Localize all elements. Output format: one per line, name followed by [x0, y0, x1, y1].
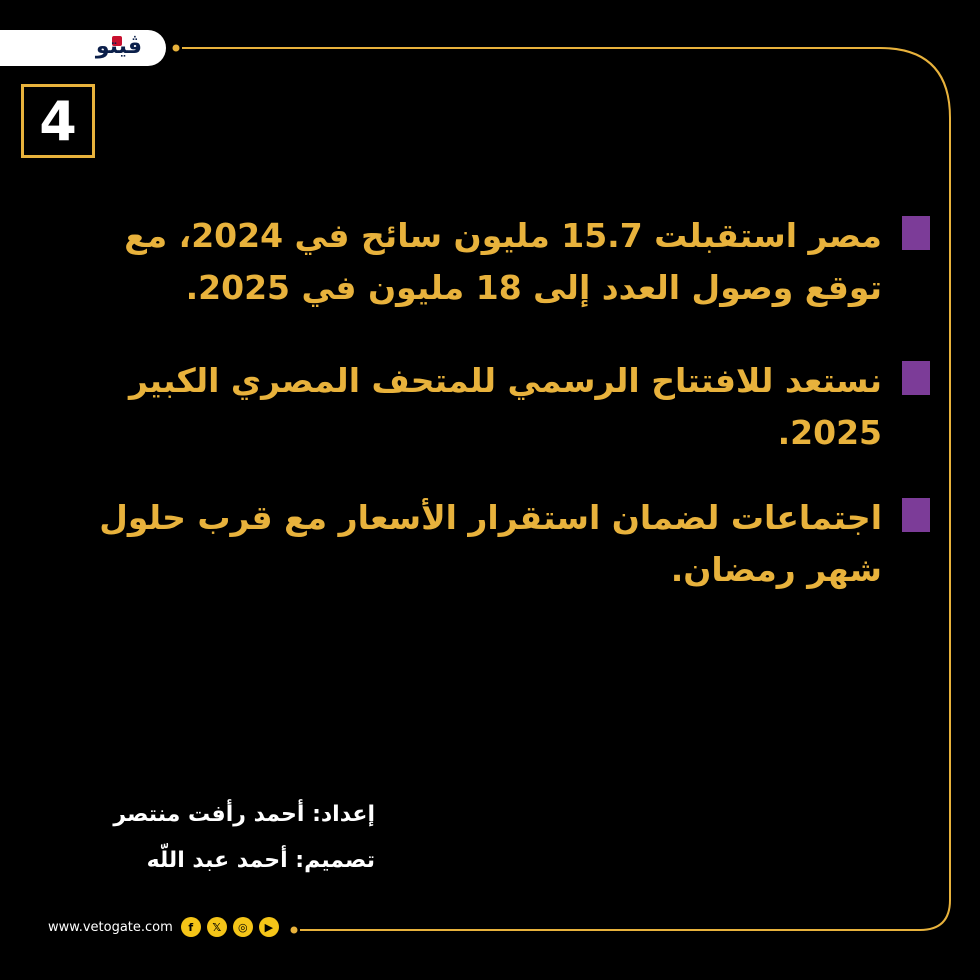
bullet-text-3: اجتماعات لضمان استقرار الأسعار مع قرب حلول شهر رمضان.	[99, 498, 882, 589]
credit-prepared: إعداد: أحمد رأفت منتصر	[113, 802, 375, 827]
x-icon[interactable]: 𝕏	[207, 917, 227, 937]
bullet-square-icon	[902, 216, 930, 250]
brand-logo	[0, 30, 166, 66]
bullet-square-icon	[902, 361, 930, 395]
facebook-icon[interactable]: f	[181, 917, 201, 937]
bullet-item-2	[40, 355, 930, 459]
bullet-text-1: مصر استقبلت 15.7 مليون سائح في 2024، مع توقع وصول العدد إلى 18 مليون في 2025.	[124, 216, 882, 307]
youtube-icon[interactable]: ▶	[259, 917, 279, 937]
footer	[48, 912, 279, 942]
slide-number-box	[21, 84, 95, 158]
credits	[80, 792, 375, 884]
logo-text: ڤيتو	[95, 34, 142, 59]
website-link[interactable]: www.vetogate.com	[48, 919, 173, 935]
bullet-square-icon	[902, 498, 930, 532]
social-icons	[181, 917, 279, 937]
instagram-icon[interactable]: ◎	[233, 917, 253, 937]
frame-bottom-dot	[291, 927, 298, 934]
bullet-item-3	[40, 492, 930, 596]
slide-number: 4	[39, 89, 77, 153]
bullet-text-2: نستعد للافتتاح الرسمي للمتحف المصري الكبير 2025.	[129, 361, 882, 452]
credit-design: تصميم: أحمد عبد اللّه	[146, 848, 375, 873]
bullet-item-1	[40, 210, 930, 314]
frame-top-dot	[173, 45, 180, 52]
